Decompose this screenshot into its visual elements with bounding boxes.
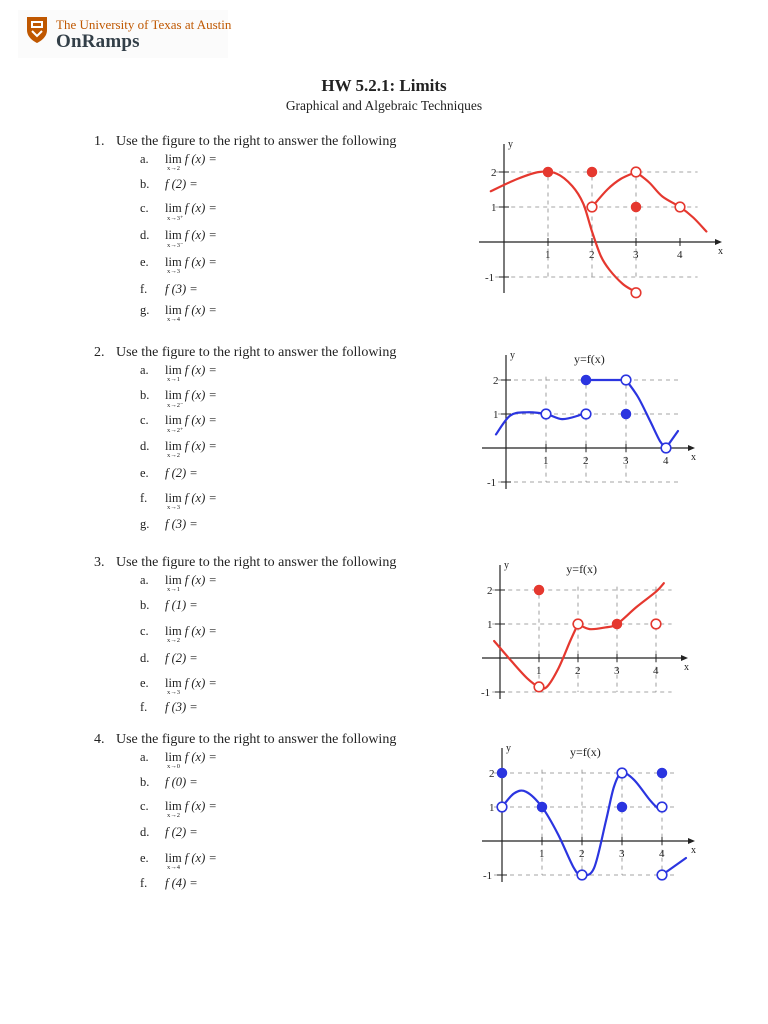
limit-approach: x→2 [167, 812, 180, 819]
x-tick-label: 3 [619, 848, 625, 860]
open-point [657, 870, 667, 880]
item-expression: f (3) = [165, 282, 198, 296]
limit-approach: x→1 [167, 376, 180, 383]
question-item [140, 851, 217, 873]
lim-word: lim [165, 676, 182, 690]
curve-title: y=f(x) [574, 352, 605, 366]
x-tick-label: 2 [589, 249, 595, 261]
open-point [573, 619, 583, 629]
limit-approach: x→2 [167, 452, 180, 459]
limit-operator [165, 388, 184, 409]
graph-svg [478, 555, 696, 705]
item-expression: f (x) = [184, 201, 217, 215]
question-item [140, 152, 217, 174]
function-graph-1 [475, 134, 730, 299]
x-tick-label: 4 [677, 249, 683, 261]
limit-operator [165, 624, 182, 644]
y-tick-label: 1 [489, 802, 495, 814]
question-text: Use the figure to the right to answer the following [116, 345, 397, 360]
question-text: Use the figure to the right to answer the following [116, 732, 397, 747]
item-expression: f (x) = [184, 413, 217, 427]
question-item [140, 799, 217, 821]
item-letter: f. [140, 282, 148, 296]
function-curve [636, 172, 706, 232]
question-item [140, 573, 217, 595]
limit-approach: x→0 [167, 763, 180, 770]
header-logo [18, 10, 232, 58]
lim-word: lim [165, 799, 182, 813]
limit-operator [165, 439, 182, 459]
question-item [140, 750, 217, 772]
limit-approach: x→3 [167, 268, 180, 275]
page-title: HW 5.2.1: Limits [321, 76, 447, 95]
x-tick-label: 4 [653, 665, 659, 677]
y-axis-label: y [504, 560, 509, 571]
item-letter: b. [140, 177, 150, 191]
item-expression: f (x) = [184, 152, 217, 166]
limit-approach: x→3 [167, 504, 180, 511]
lim-word: lim [165, 363, 182, 377]
closed-point [588, 168, 597, 177]
question-number: 1. [94, 134, 105, 149]
item-letter: f. [140, 700, 148, 714]
y-tick-label: 1 [493, 409, 499, 421]
y-tick-label: -1 [483, 870, 493, 882]
x-tick-label: 3 [633, 249, 639, 261]
item-letter: b. [140, 388, 150, 402]
item-letter: e. [140, 851, 149, 865]
item-expression: f (x) = [184, 228, 217, 242]
question-item [140, 388, 217, 410]
lim-word: lim [165, 255, 182, 269]
open-point [577, 870, 587, 880]
item-expression: f (4) = [165, 876, 198, 890]
item-expression: f (x) = [184, 388, 217, 402]
y-tick-label: 2 [491, 167, 497, 179]
item-letter: e. [140, 466, 149, 480]
x-tick-label: 3 [614, 665, 620, 677]
question-item [140, 303, 217, 325]
item-letter: b. [140, 775, 150, 789]
question-stem [94, 134, 396, 150]
limit-operator [165, 799, 182, 819]
y-tick-label: 2 [493, 375, 499, 387]
y-tick-label: 2 [487, 585, 493, 597]
item-expression: f (x) = [184, 363, 217, 377]
question-stem [94, 555, 396, 571]
item-letter: e. [140, 676, 149, 690]
question-item [140, 598, 198, 620]
ut-shield-icon [26, 16, 48, 44]
function-graph-2 [478, 345, 703, 495]
limit-operator [165, 676, 182, 696]
question-item [140, 413, 217, 435]
y-tick-label: 2 [489, 768, 495, 780]
question-item [140, 775, 198, 797]
x-tick-label: 3 [623, 455, 629, 467]
x-tick-label: 4 [659, 848, 665, 860]
lim-word: lim [165, 413, 182, 427]
item-expression: f (3) = [165, 700, 198, 714]
question-stem [94, 732, 396, 748]
item-expression: f (2) = [165, 825, 198, 839]
x-axis-arrow [715, 239, 722, 245]
function-curve [592, 172, 636, 207]
item-letter: a. [140, 363, 149, 377]
item-letter: b. [140, 598, 150, 612]
x-axis-arrow [681, 655, 688, 661]
question-item [140, 282, 198, 304]
question-item [140, 255, 217, 277]
question-item [140, 676, 217, 698]
item-expression: f (x) = [184, 303, 217, 317]
open-point [657, 802, 667, 812]
limit-operator [165, 228, 184, 249]
item-expression: f (x) = [184, 851, 217, 865]
question-text: Use the figure to the right to answer the following [116, 555, 397, 570]
function-curve [491, 172, 636, 293]
function-curve [494, 624, 578, 689]
limit-approach: x→4 [167, 316, 180, 323]
lim-word: lim [165, 573, 182, 587]
limit-approach: x→3 [167, 689, 180, 696]
item-expression: f (x) = [184, 799, 217, 813]
item-expression: f (x) = [184, 676, 217, 690]
closed-point [538, 803, 547, 812]
question-item [140, 177, 198, 199]
item-letter: d. [140, 651, 150, 665]
university-name: The University of Texas at Austin [56, 17, 232, 32]
item-expression: f (1) = [165, 598, 198, 612]
x-tick-label: 2 [575, 665, 581, 677]
x-axis-label: x [718, 246, 723, 257]
limit-operator [165, 201, 184, 222]
limit-approach: x→3⁻ [167, 242, 184, 249]
y-axis-label: y [508, 139, 513, 150]
item-letter: c. [140, 799, 149, 813]
item-letter: g. [140, 303, 150, 317]
question-number: 2. [94, 345, 105, 360]
curve-title: y=f(x) [566, 562, 598, 576]
item-expression: f (x) = [184, 624, 217, 638]
closed-point [535, 586, 544, 595]
limit-operator [165, 413, 184, 434]
graph-svg [478, 345, 703, 495]
question-text: Use the figure to the right to answer the following [116, 134, 397, 149]
item-letter: c. [140, 624, 149, 638]
lim-word: lim [165, 303, 182, 317]
question-stem [94, 345, 396, 361]
item-letter: a. [140, 152, 149, 166]
item-letter: e. [140, 255, 149, 269]
item-letter: a. [140, 750, 149, 764]
x-axis-label: x [691, 452, 696, 463]
limit-operator [165, 303, 182, 323]
question-item [140, 466, 198, 488]
item-expression: f (2) = [165, 177, 198, 191]
lim-word: lim [165, 201, 182, 215]
closed-point [498, 769, 507, 778]
x-tick-label: 2 [579, 848, 585, 860]
x-tick-label: 4 [663, 455, 669, 467]
open-point [541, 409, 551, 419]
lim-word: lim [165, 228, 182, 242]
x-tick-label: 1 [539, 848, 545, 860]
x-tick-label: 1 [545, 249, 551, 261]
item-letter: d. [140, 825, 150, 839]
open-point [497, 802, 507, 812]
question-number: 4. [94, 732, 105, 747]
limit-approach: x→2 [167, 165, 180, 172]
lim-word: lim [165, 491, 182, 505]
item-letter: f. [140, 491, 148, 505]
function-graph-4 [478, 738, 703, 888]
item-expression: f (x) = [184, 439, 217, 453]
item-letter: c. [140, 413, 149, 427]
open-point [581, 409, 591, 419]
closed-point [618, 803, 627, 812]
open-point [534, 682, 544, 692]
limit-operator [165, 573, 182, 593]
closed-point [582, 376, 591, 385]
limit-approach: x→4 [167, 864, 180, 871]
question-item [140, 517, 198, 539]
question-item [140, 201, 217, 223]
curve-title: y=f(x) [570, 745, 601, 759]
limit-operator [165, 491, 182, 511]
item-expression: f (x) = [184, 491, 217, 505]
limit-operator [165, 255, 182, 275]
closed-point [658, 769, 667, 778]
y-tick-label: 1 [487, 619, 493, 631]
question-item [140, 825, 198, 847]
closed-point [544, 168, 553, 177]
limit-approach: x→1 [167, 586, 180, 593]
closed-point [622, 410, 631, 419]
x-axis-label: x [684, 662, 689, 673]
page-subtitle: Graphical and Algebraic Techniques [285, 98, 483, 113]
x-axis-label: x [691, 845, 696, 856]
y-tick-label: -1 [481, 687, 491, 699]
item-letter: f. [140, 876, 148, 890]
lim-word: lim [165, 388, 182, 402]
item-expression: f (0) = [165, 775, 198, 789]
open-point [661, 443, 671, 453]
limit-approach: x→3⁺ [167, 215, 184, 222]
item-expression: f (2) = [165, 466, 198, 480]
function-graph-3 [478, 555, 696, 705]
item-expression: f (x) = [184, 750, 217, 764]
open-point [617, 768, 627, 778]
open-point [675, 202, 685, 212]
question-item [140, 228, 217, 250]
question-item [140, 876, 198, 898]
open-point [587, 202, 597, 212]
y-tick-label: 1 [491, 202, 497, 214]
y-axis-label: y [506, 743, 511, 754]
y-tick-label: -1 [485, 272, 495, 284]
item-expression: f (x) = [184, 573, 217, 587]
open-point [631, 167, 641, 177]
lim-word: lim [165, 439, 182, 453]
closed-point [613, 620, 622, 629]
question-item [140, 363, 217, 385]
limit-operator [165, 851, 182, 871]
item-expression: f (x) = [184, 255, 217, 269]
graph-svg [478, 738, 703, 888]
lim-word: lim [165, 851, 182, 865]
program-name: OnRamps [56, 31, 140, 52]
question-item [140, 624, 217, 646]
graph-svg [475, 134, 730, 299]
item-letter: d. [140, 439, 150, 453]
y-axis-label: y [510, 350, 515, 361]
item-letter: g. [140, 517, 150, 531]
lim-word: lim [165, 152, 182, 166]
open-point [621, 375, 631, 385]
item-expression: f (2) = [165, 651, 198, 665]
limit-approach: x→2⁻ [167, 402, 184, 409]
open-point [631, 288, 641, 298]
question-item [140, 491, 217, 513]
y-tick-label: -1 [487, 477, 497, 489]
limit-operator [165, 363, 182, 383]
question-item [140, 700, 198, 722]
item-letter: d. [140, 228, 150, 242]
x-axis-arrow [688, 838, 695, 844]
limit-approach: x→2⁺ [167, 427, 184, 434]
lim-word: lim [165, 750, 182, 764]
item-expression: f (3) = [165, 517, 198, 531]
lim-word: lim [165, 624, 182, 638]
item-letter: a. [140, 573, 149, 587]
limit-operator [165, 750, 182, 770]
x-tick-label: 1 [536, 665, 542, 677]
x-tick-label: 1 [543, 455, 549, 467]
limit-operator [165, 152, 182, 172]
x-axis-arrow [688, 445, 695, 451]
question-number: 3. [94, 555, 105, 570]
limit-approach: x→2 [167, 637, 180, 644]
question-item [140, 439, 217, 461]
question-item [140, 651, 198, 673]
open-point [651, 619, 661, 629]
closed-point [632, 203, 641, 212]
item-letter: c. [140, 201, 149, 215]
x-tick-label: 2 [583, 455, 589, 467]
